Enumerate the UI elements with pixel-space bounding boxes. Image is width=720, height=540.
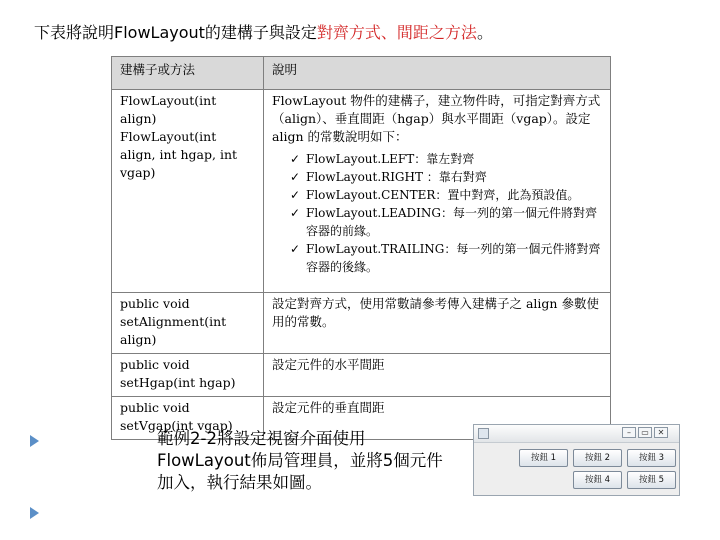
table-row xyxy=(112,90,611,293)
method-cell: public void setVgap(int vgap) xyxy=(112,397,264,440)
flow-button-1[interactable]: 按鈕 1 xyxy=(519,449,568,467)
method-cell: public void setAlignment(int align) xyxy=(112,293,264,354)
description-cell: 設定元件的水平間距 xyxy=(264,354,611,397)
list-item: ✓ FlowLayout.RIGHT ：靠右對齊 xyxy=(290,170,487,184)
header-method: 建構子或方法 xyxy=(112,57,264,90)
description-cell: 設定元件的垂直間距 xyxy=(264,397,611,440)
description-text: FlowLayout 物件的建構子，建立物件時，可指定對齊方式（align）、垂直間距（hgap）與水平間距（vgap）。設定 align 的常數說明如下： xyxy=(272,93,601,144)
table-row xyxy=(112,354,611,397)
checkmark-icon: ✓ xyxy=(290,152,301,166)
window-titlebar[interactable] xyxy=(474,425,679,443)
triangle-bullet-icon xyxy=(30,435,39,447)
method-cell: public void setHgap(int hgap) xyxy=(112,354,264,397)
checkmark-icon: ✓ xyxy=(290,242,301,256)
align-constant-list xyxy=(272,150,602,276)
flow-button-4[interactable]: 按鈕 4 xyxy=(573,471,622,489)
flow-button-5[interactable]: 按鈕 5 xyxy=(627,471,676,489)
method-cell: FlowLayout(int align) FlowLayout(int align, int hgap, int vgap) xyxy=(112,90,264,293)
checkmark-icon: ✓ xyxy=(290,170,301,184)
description-cell xyxy=(264,90,611,293)
flowlayout-window xyxy=(473,424,680,496)
table-header-row xyxy=(112,57,611,90)
api-table xyxy=(111,56,611,440)
list-item: ✓ FlowLayout.CENTER：置中對齊，此為預設值。 xyxy=(290,188,580,202)
flow-button-3[interactable]: 按鈕 3 xyxy=(627,449,676,467)
heading-suffix: 。 xyxy=(476,23,493,42)
description-cell: 設定對齊方式，使用常數請參考傳入建構子之 align 參數使用的常數。 xyxy=(264,293,611,354)
checkmark-icon: ✓ xyxy=(290,188,301,202)
list-item: ✓ FlowLayout.TRAILING：每一列的第一個元件將對齊容器的後緣。 xyxy=(290,242,601,274)
heading-prefix: 下表將說明FlowLayout的建構子與設定 xyxy=(34,23,317,42)
checkmark-icon: ✓ xyxy=(290,206,301,220)
maximize-button[interactable]: ▭ xyxy=(638,427,652,438)
list-item: ✓ FlowLayout.LEFT：靠左對齊 xyxy=(290,152,475,166)
flow-button-2[interactable]: 按鈕 2 xyxy=(573,449,622,467)
close-button[interactable]: ✕ xyxy=(654,427,668,438)
list-item: ✓ FlowLayout.LEADING：每一列的第一個元件將對齊容器的前緣。 xyxy=(290,206,597,238)
example-description: 範例2-2將設定視窗介面使用FlowLayout佈局管理員，並將5個元件加入，執行結果如圖。 xyxy=(157,429,443,492)
minimize-button[interactable]: – xyxy=(622,427,636,438)
heading-highlight: 對齊方式、間距之方法 xyxy=(316,23,477,42)
triangle-bullet-icon xyxy=(30,507,39,519)
page-heading xyxy=(34,20,493,43)
header-description: 說明 xyxy=(264,57,611,90)
table-row xyxy=(112,293,611,354)
java-app-icon xyxy=(478,428,489,439)
